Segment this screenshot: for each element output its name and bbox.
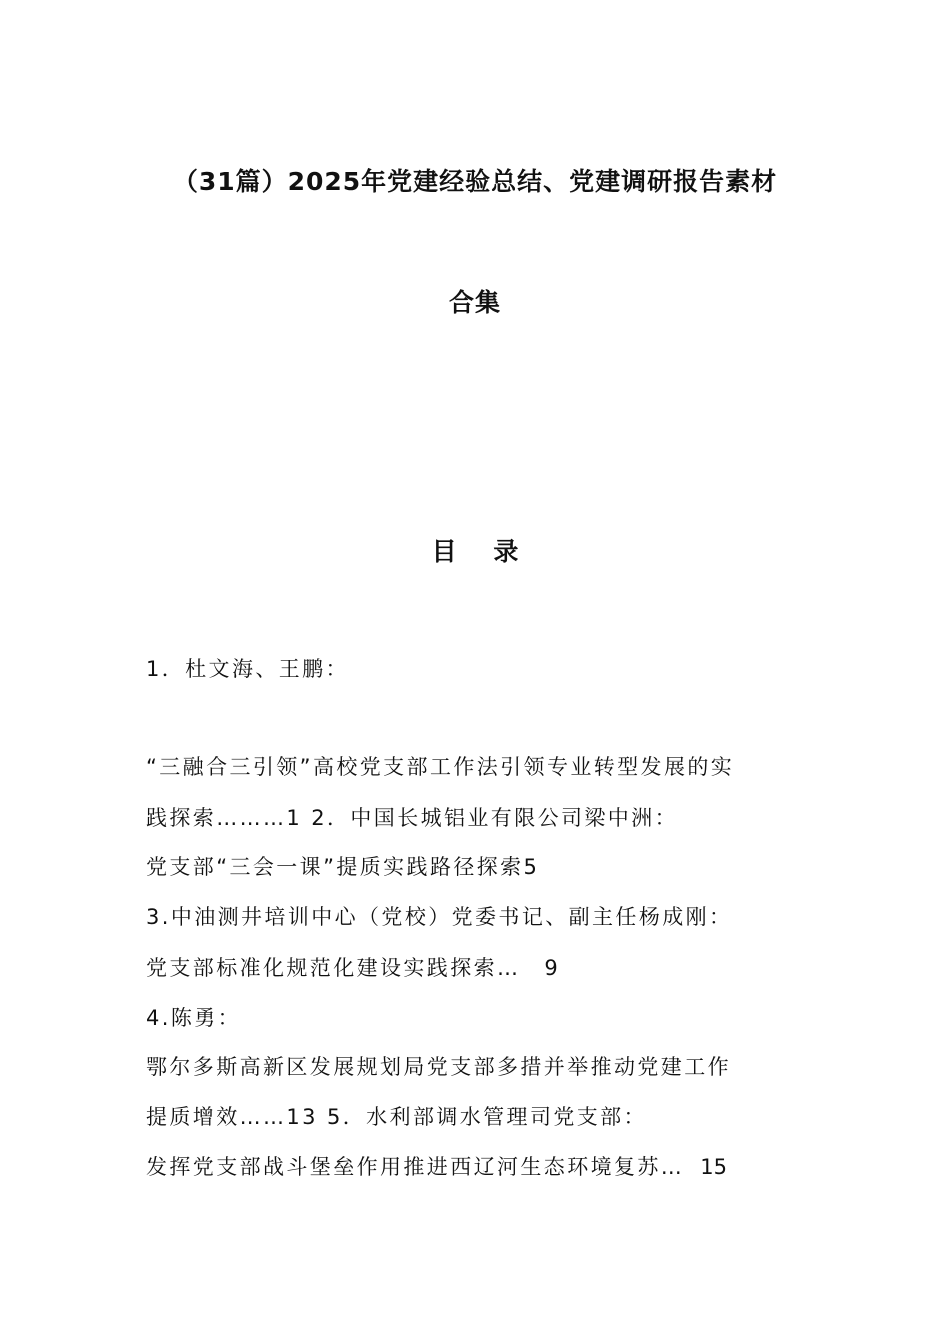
toc-entry-3-title-text: 党支部标准化规范化建设实践探索…: [146, 956, 521, 980]
document-title-line-2: 合集: [448, 288, 501, 317]
toc-entry-4-author: 4.陈勇：: [146, 1006, 242, 1030]
toc-entry-1-title-cont: 践探索………1 2．中国长城铝业有限公司梁中洲：: [146, 806, 678, 830]
toc-entry-1-title: “三融合三引领”高校党支部工作法引领专业转型发展的实: [146, 755, 735, 779]
toc-entry-5-title-text: 发挥党支部战斗堡垒作用推进西辽河生态环境复苏…: [146, 1155, 685, 1179]
toc-entry-3-title: [146, 953, 558, 983]
toc-entry-2-title: 党支部“三会一课”提质实践路径探索5: [146, 855, 540, 879]
toc-entry-5-title: [146, 1152, 727, 1182]
toc-entry-3-author: 3.中油测井培训中心（党校）党委书记、副主任杨成刚：: [146, 905, 733, 929]
toc-entry-4-title-cont: 提质增效……13 5．水利部调水管理司党支部：: [146, 1105, 647, 1129]
toc-heading: 目 录: [431, 537, 533, 566]
document-title-line-1: （31篇）2025年党建经验总结、党建调研报告素材: [172, 167, 778, 196]
toc-entry-5-page-number: 15: [700, 1155, 727, 1179]
toc-entry-4-title: 鄂尔多斯高新区发展规划局党支部多措并举推动党建工作: [146, 1055, 731, 1079]
toc-entry-3-page-number: 9: [544, 956, 558, 980]
toc-entry-1-author: 1．杜文海、王鹏：: [146, 657, 349, 681]
